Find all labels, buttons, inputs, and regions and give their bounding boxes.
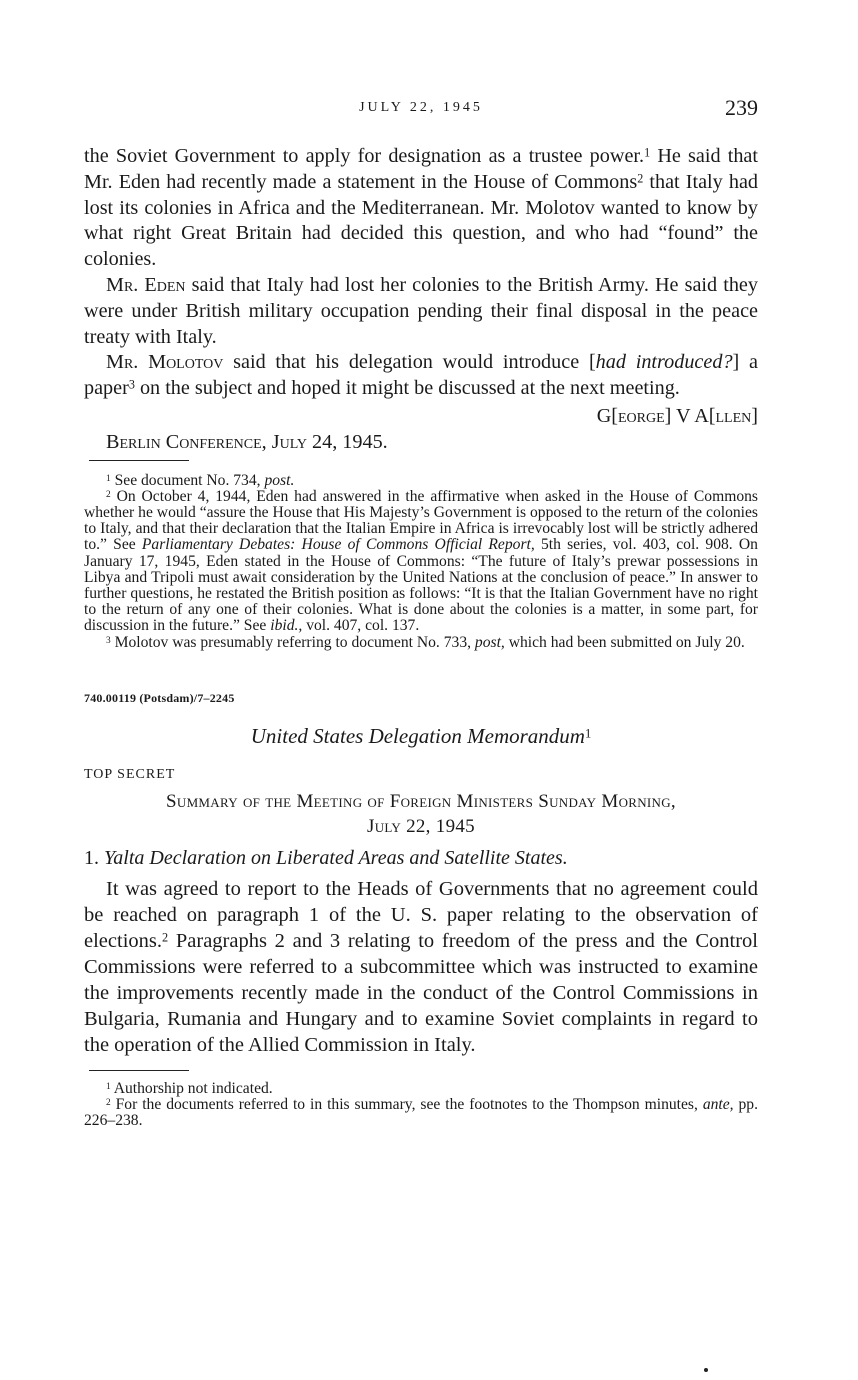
signature: G[eorge] V A[llen] (596, 404, 758, 427)
footnote: $^2$ For the documents referred to in this summary, see the footnotes to the Thompson minutes, ante, pp. 226–238. (84, 1096, 759, 1130)
footnote-ref: 3 (128, 377, 135, 392)
summary-heading: Summary of the Meeting of Foreign Ministers Sunday Morning, July 22, 1945 (166, 790, 676, 837)
document-page (84, 0, 758, 1129)
footnote-ref: 1 (644, 145, 651, 160)
footnotes-bottom (84, 1081, 758, 1130)
footnote-ref: 2 (162, 930, 169, 945)
page-header (84, 0, 758, 130)
memo-title: United States Delegation Memorandum$^1$ (250, 723, 592, 748)
running-title: JULY 22, 1945 (359, 100, 483, 115)
item-paragraph: It was agreed to report to the Heads of Governments that no agreement could be reached on paragraph 1 of the U. S. paper relating to the observation of elections.$^2$ Paragraphs 2 and 3 relating to freedom of the press and the Control Commissions were referred to a subcommittee which was instructed to examine the improvements recently made in the conduct of the Control Commissions in Bulgaria, Rumania and Hungary and to examine Soviet complaints in regard to the operation of the Allied Commission in Italy. (84, 877, 758, 1056)
footnote: $^3$ Molotov was presumably referring to document No. 733, post, which had been submitted on July 20. (106, 633, 745, 651)
main-text (84, 144, 758, 456)
file-number: 740.00119 (Potsdam)/7–2245 (84, 690, 235, 705)
paragraph-3: Mr. Molotov said that his delegation would introduce [had introduced?] a paper$^3$ on the subject and hoped it might be discussed at the next meeting. (84, 351, 759, 400)
footnote-rule (89, 1070, 189, 1071)
paragraph-1: the Soviet Government to apply for designation as a trustee power.$^1$ He said that Mr. Eden had recently made a statement in the House of Commons$^2$ that Italy had lost its colonies in Africa and the Mediterranean. Mr. Molotov wanted to know by what right Great Britain had decided this question, and who had “found” the colonies. (84, 145, 758, 271)
footnote-ref: 1 (584, 726, 592, 741)
footnote: $^2$ On October 4, 1944, Eden had answered in the affirmative when asked in the House of Commons whether he would “assure the House that His Majesty’s Government is opposed to the return of the colonies to Italy, and that their declaration that the Italian Empire in Africa is irrevocably lost will be strictly adhered to.” See Parliamentary Debates: House of Commons Official Report, 5th series, vol. 403, col. 908. On January 17, 1945, Eden stated in the House of Commons: “The future of Italy’s prewar possessions in Libya and Tripoli must await consideration by the United Nations at the conclusion of peace.” In answer to further questions, he restated the British position as follows: “It is that the Italian Government have no right to the return of any one of their colonies. What is done about the colonies is a matter, in some part, for discussion in the future.” See ibid., vol. 407, col. 137. (84, 487, 759, 635)
item-heading: 1. Yalta Declaration on Liberated Areas and Satellite States. (84, 846, 568, 869)
footnote-rule (89, 460, 189, 461)
footnote: $^1$ Authorship not indicated. (106, 1079, 273, 1097)
dateline: Berlin Conference, July 24, 1945. (106, 430, 388, 453)
classification: TOP SECRET (84, 766, 176, 782)
speaker-name: Mr. Molotov (106, 351, 224, 374)
stray-mark (704, 1368, 708, 1372)
paragraph-2: Mr. Eden said that Italy had lost her colonies to the British Army. He said they were under British military occupation pending their final disposal in the peace treaty with Italy. (84, 273, 758, 348)
speaker-name: Mr. Eden (106, 273, 186, 296)
page-number: 239 (725, 95, 758, 120)
footnote-ref: 2 (637, 171, 644, 186)
footnote: $^1$ See document No. 734, post. (106, 471, 295, 489)
footnotes-top (84, 473, 758, 651)
